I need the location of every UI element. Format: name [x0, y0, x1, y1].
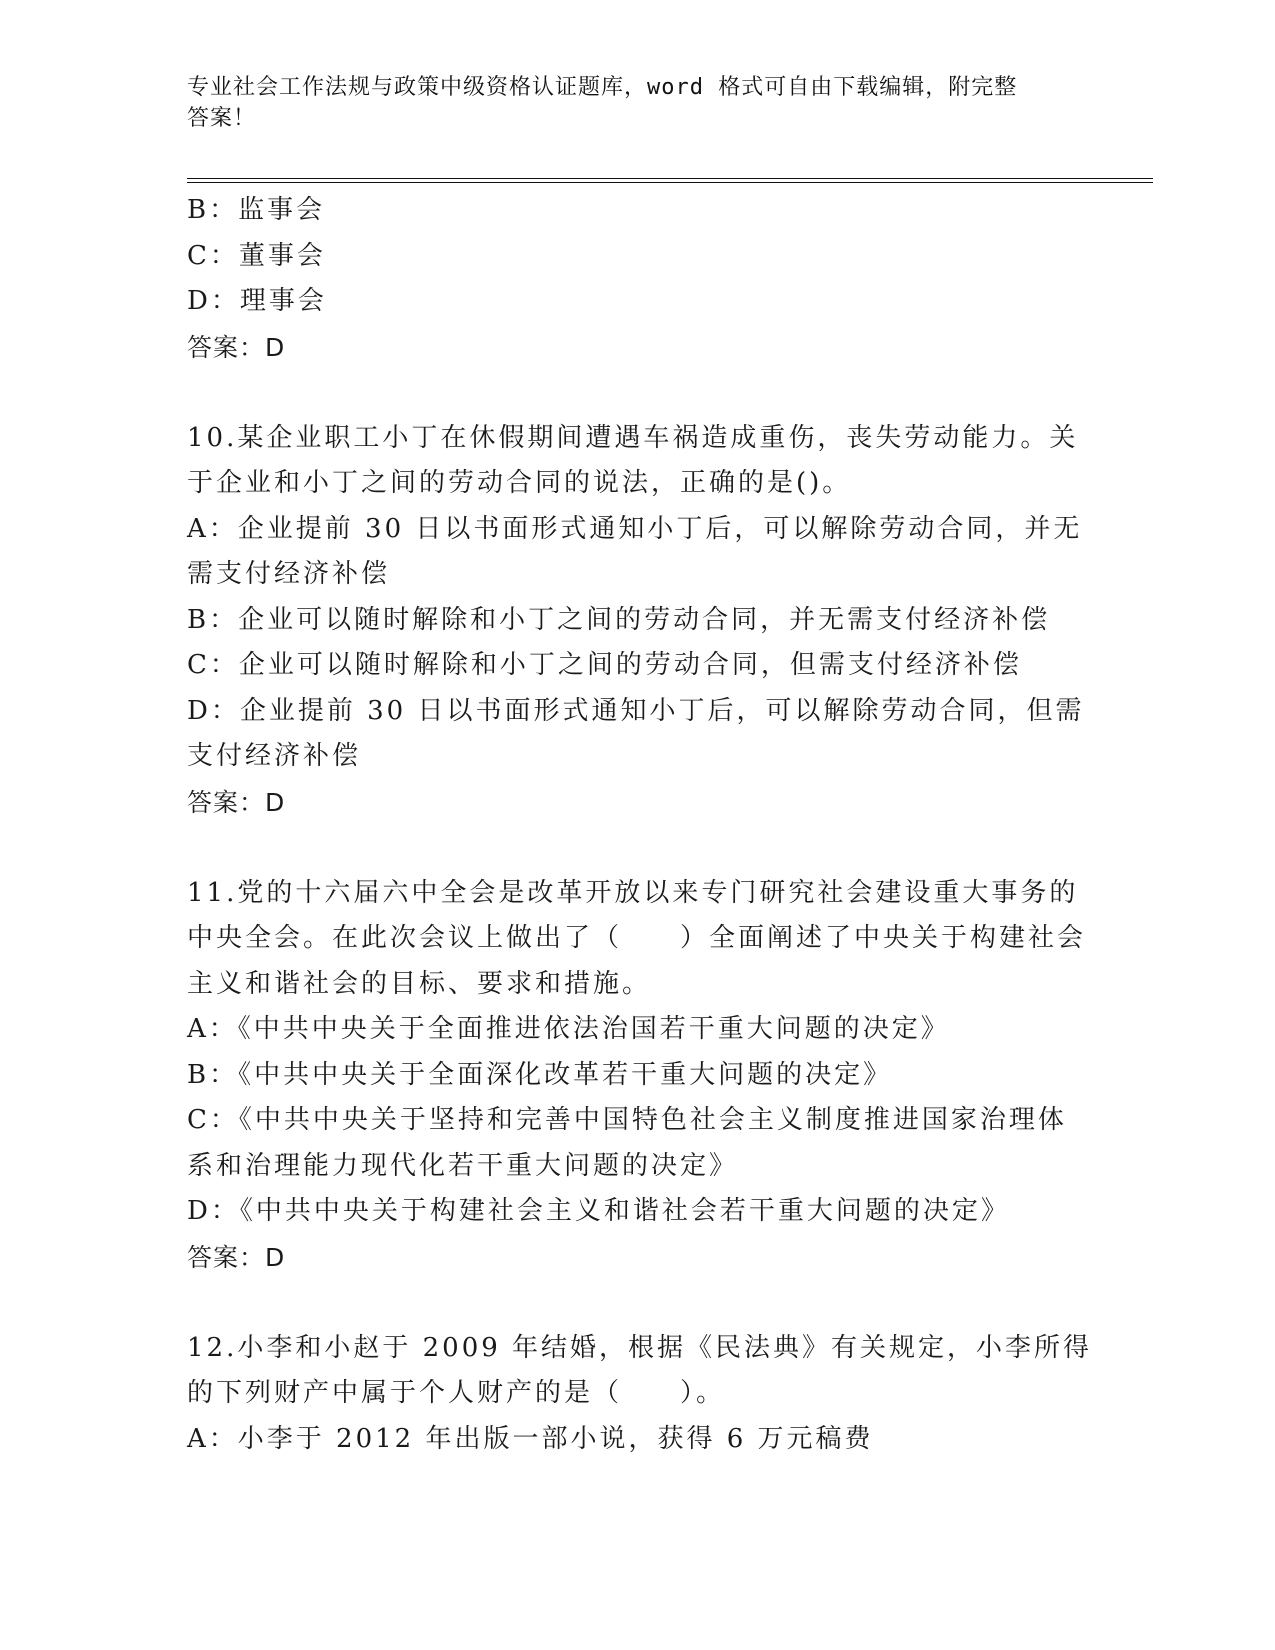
option-d: D：理事会 — [187, 286, 327, 316]
option-a: A：小李于 2012 年出版一部小说，获得 6 万元稿费 — [187, 1423, 874, 1454]
question-10 — [187, 416, 1085, 826]
option-b: B：《中共中央关于全面深化改革若干重大问题的决定》 — [187, 1059, 893, 1090]
question-11 — [187, 871, 1087, 1281]
option-a: A：企业提前 30 日以书面形式通知小丁后，可以解除劳动合同，并无 — [187, 513, 1083, 544]
answer-line: 答案：D — [187, 787, 286, 817]
option-c: C：董事会 — [187, 240, 326, 271]
option-c: 系和治理能力现代化若干重大问题的决定》 — [187, 1150, 739, 1181]
spacer — [187, 1280, 1067, 1326]
answer-line: 答案：D — [187, 332, 286, 362]
question-stem: 中央全会。在此次会议上做出了（ ）全面阐述了中央关于构建社会 — [187, 923, 1087, 953]
option-b: B：监事会 — [187, 195, 326, 225]
question-stem: 11.党的十六届六中全会是改革开放以来专门研究社会建设重大事务的 — [187, 877, 1079, 908]
question-stem: 的下列财产中属于个人财产的是（ ）。 — [187, 1378, 726, 1408]
header-divider — [187, 178, 1153, 179]
option-a: 需支付经济补偿 — [187, 559, 391, 589]
spacer — [187, 825, 1067, 871]
option-d: D：企业提前 30 日以书面形式通知小丁后，可以解除劳动合同，但需 — [187, 695, 1085, 726]
question-stem: 主义和谐社会的目标、要求和措施。 — [187, 968, 652, 999]
question-stem: 于企业和小丁之间的劳动合同的说法，正确的是()。 — [187, 468, 852, 498]
option-b: B：企业可以随时解除和小丁之间的劳动合同，并无需支付经济补偿 — [187, 604, 1051, 635]
option-d: D：《中共中央关于构建社会主义和谐社会若干重大问题的决定》 — [187, 1196, 1010, 1226]
question-content — [187, 188, 1093, 1462]
page-header — [187, 72, 1067, 134]
header-divider — [187, 182, 1153, 183]
answer-line: 答案：D — [187, 1242, 286, 1272]
spacer — [187, 370, 1067, 416]
option-c: C：《中共中央关于坚持和完善中国特色社会主义制度推进国家治理体 — [187, 1105, 1067, 1135]
question-12 — [187, 1326, 1093, 1463]
header-line: 答案！ — [187, 106, 257, 131]
question-9-tail — [187, 188, 1067, 370]
option-c: C：企业可以随时解除和小丁之间的劳动合同，但需支付经济补偿 — [187, 650, 1022, 680]
option-d: 支付经济补偿 — [187, 741, 362, 771]
option-a: A：《中共中央关于全面推进依法治国若干重大问题的决定》 — [187, 1014, 950, 1044]
question-stem: 10.某企业职工小丁在休假期间遭遇车祸造成重伤，丧失劳动能力。关 — [187, 422, 1079, 453]
question-stem: 12.小李和小赵于 2009 年结婚，根据《民法典》有关规定，小李所得 — [187, 1332, 1093, 1363]
header-line: 专业社会工作法规与政策中级资格认证题库，word 格式可自由下载编辑，附完整 — [187, 75, 1018, 100]
